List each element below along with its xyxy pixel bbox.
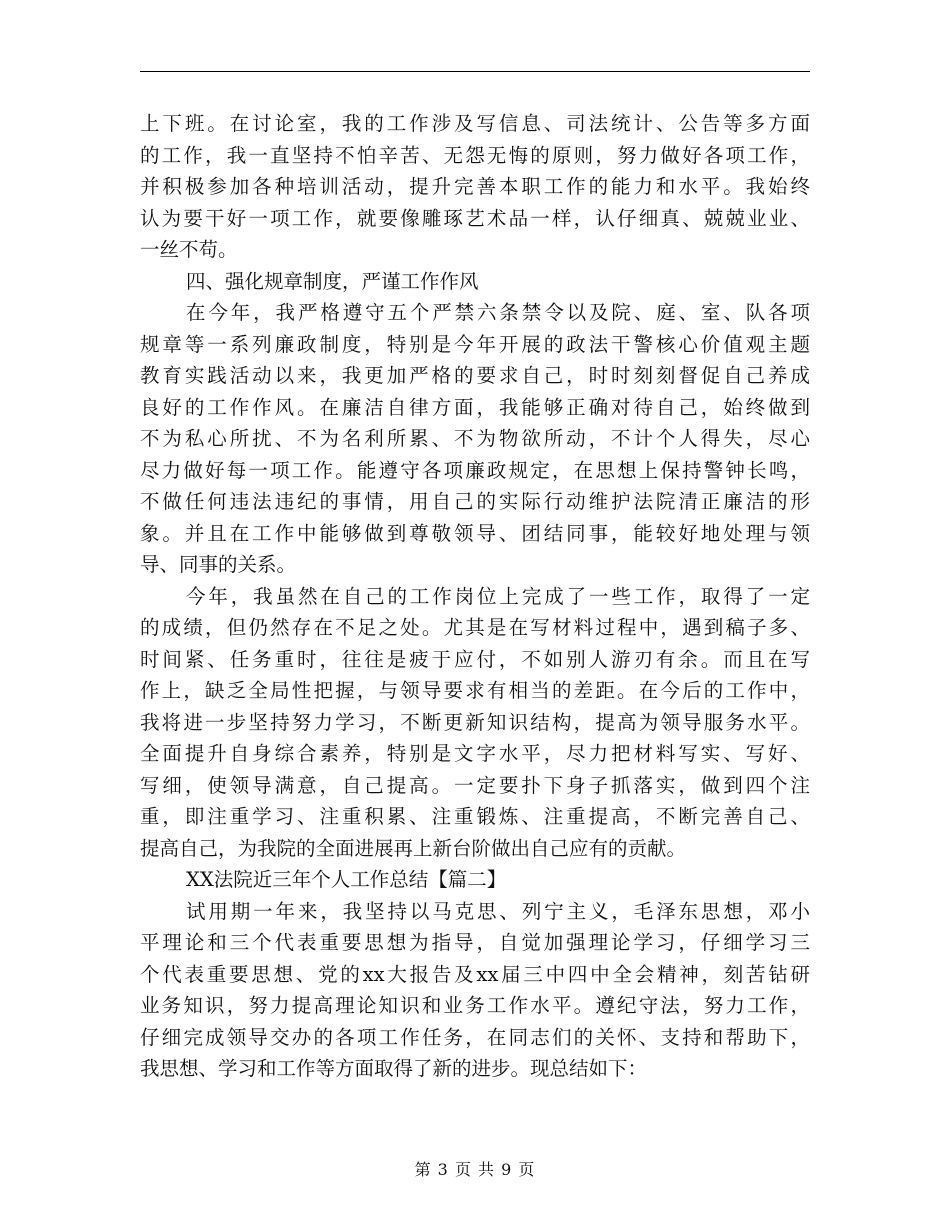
text-line: 尽力做好每一项工作。能遵守各项廉政规定，在思想上保持警钟长鸣， (140, 458, 810, 482)
text-line: 不为私心所扰、不为名利所累、不为物欲所动，不计个人得失，尽心 (140, 427, 810, 450)
text-line: 象。并且在工作中能够做到尊敬领导、团结同事，能较好地处理与领 (140, 521, 810, 545)
text-line: 提高自己，为我院的全面进展再上新台阶做出自己应有的贡献。 (140, 836, 687, 860)
text-line: 个代表重要思想、党的xx大报告及xx届三中四中全会精神，刻苦钻研 (140, 962, 810, 986)
page-number: 第 3 页 共 9 页 (414, 1160, 536, 1179)
section-heading: 四、强化规章制度，严谨工作作风 (186, 269, 479, 293)
text-line: 不做任何违法违纪的事情，用自己的实际行动维护法院清正廉洁的形 (140, 490, 810, 513)
text-line: 作上，缺乏全局性把握，与领导要求有相当的差距。在今后的工作中， (140, 679, 810, 702)
text-line: 的工作，我一直坚持不怕辛苦、无怨无悔的原则，努力做好各项工作， (140, 143, 810, 167)
text-line: 上下班。在讨论室，我的工作涉及写信息、司法统计、公告等多方面 (140, 112, 810, 135)
text-line: 我将进一步坚持努力学习，不断更新知识结构，提高为领导服务水平。 (140, 710, 810, 734)
text-line: 导、同事的关系。 (140, 553, 297, 576)
document-body (140, 108, 810, 1085)
text-line: 良好的工作作风。在廉洁自律方面，我能够正确对待自己，始终做到 (140, 395, 810, 419)
page-footer (0, 1157, 950, 1180)
text-line: 并积极参加各种培训活动，提升完善本职工作的能力和水平。我始终 (140, 175, 810, 198)
text-line: 认为要干好一项工作，就要像雕琢艺术品一样，认仔细真、兢兢业业、 (140, 206, 810, 230)
text-line: 在今年，我严格遵守五个严禁六条禁令以及院、庭、室、队各项 (186, 301, 810, 324)
text-line: 一丝不苟。 (140, 238, 238, 261)
text-line: 的成绩，但仍然存在不足之处。尤其是在写材料过程中，遇到稿子多、 (140, 616, 810, 639)
text-line: 写细，使领导满意，自己提高。一定要扑下身子抓落实，做到四个注 (140, 773, 810, 797)
text-line: 时间紧、任务重时，往往是疲于应付，不如别人游刃有余。而且在写 (140, 647, 810, 671)
text-line: 今年，我虽然在自己的工作岗位上完成了一些工作，取得了一定 (186, 584, 810, 608)
text-line: 试用期一年来，我坚持以马克思、列宁主义，毛泽东思想，邓小 (186, 899, 810, 923)
text-line: 全面提升自身综合素养，特别是文字水平，尽力把材料写实、写好、 (140, 742, 810, 765)
text-line: 仔细完成领导交办的各项工作任务，在同志们的关怀、支持和帮助下， (140, 1025, 810, 1049)
text-line: 规章等一系列廉政制度，特别是今年开展的政法干警核心价值观主题 (140, 332, 810, 356)
text-line: 业务知识，努力提高理论知识和业务工作水平。遵纪守法，努力工作， (140, 994, 810, 1017)
text-line: 教育实践活动以来，我更加严格的要求自己，时时刻刻督促自己养成 (140, 364, 810, 387)
text-line: 我思想、学习和工作等方面取得了新的进步。现总结如下： (140, 1057, 648, 1080)
header-rule (140, 71, 810, 72)
text-line: 平理论和三个代表重要思想为指导，自觉加强理论学习，仔细学习三 (140, 931, 810, 954)
text-line: 重，即注重学习、注重积累、注重锻炼、注重提高，不断完善自己、 (140, 805, 810, 828)
section-heading: XX法院近三年个人工作总结【篇二】 (186, 868, 507, 891)
